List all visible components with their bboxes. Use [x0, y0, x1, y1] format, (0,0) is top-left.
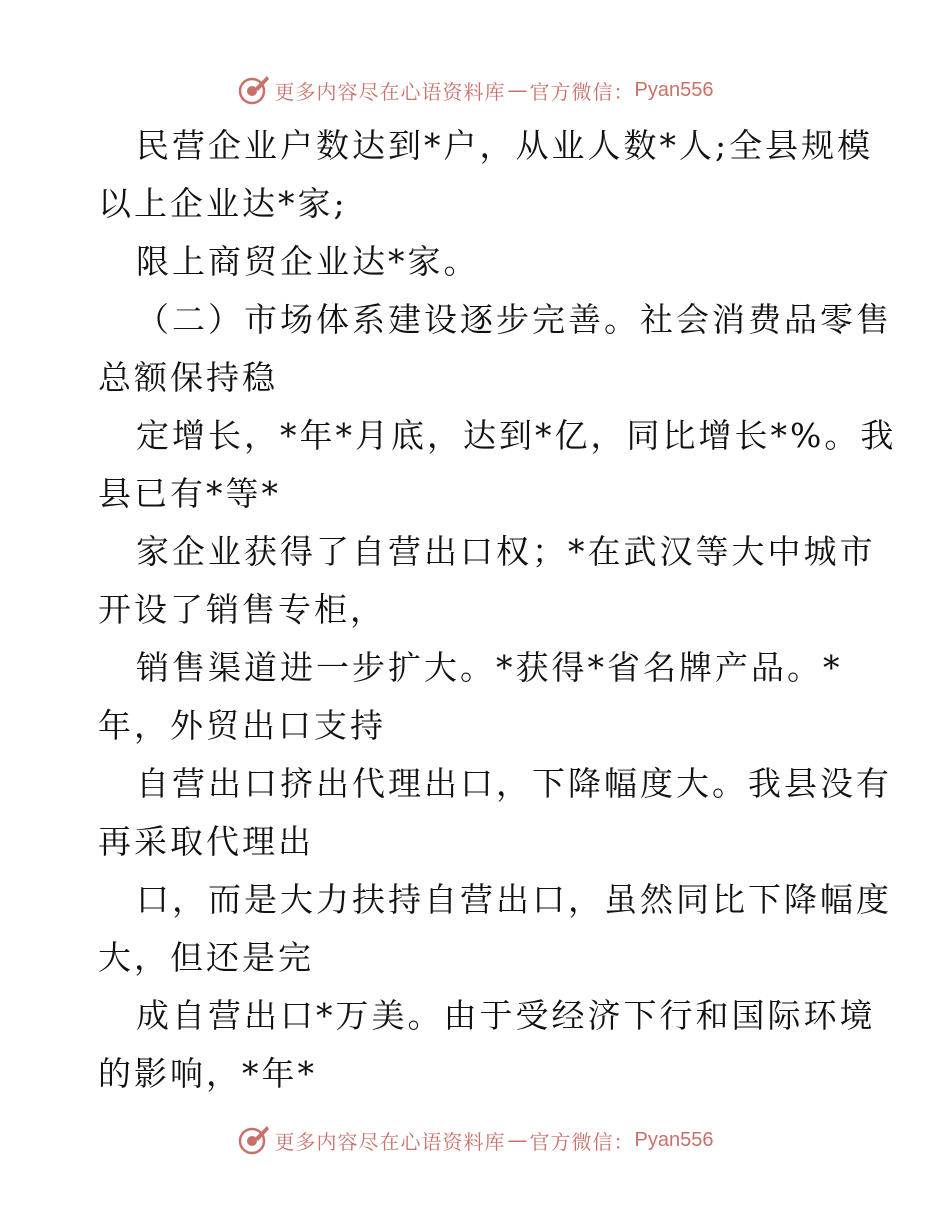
watermark-text: 更多内容尽在心语资料库 [274, 1129, 506, 1154]
text-line: 大，但还是完 [98, 938, 314, 977]
pen-logo-icon [237, 73, 271, 107]
watermark-wechat-label: 官方微信： [529, 79, 635, 104]
text-line: 家企业获得了自营出口权；*在武汉等大中城市 [136, 532, 876, 571]
text-line: 县已有*等* [98, 474, 281, 513]
text-line: 开设了销售专柜， [98, 590, 386, 629]
text-line: 的影响，*年* [98, 1054, 317, 1093]
footer-watermark [0, 1120, 950, 1160]
text-line: 定增长，*年*月底，达到*亿，同比增长*%。我 [136, 416, 897, 455]
text-line: 限上商贸企业达*家。 [136, 242, 480, 281]
text-line: 成自营出口*万美。由于受经济下行和国际环境 [136, 996, 876, 1035]
text-line: 口，而是大力扶持自营出口，虽然同比下降幅度 [136, 880, 892, 919]
text-line: 民营企业户数达到*户，从业人数*人;全县规模 [136, 126, 874, 165]
text-line: （二）市场体系建设逐步完善。社会消费品零售 [136, 300, 892, 339]
document-body [98, 117, 897, 1103]
pen-logo-icon [237, 1123, 271, 1157]
text-line: 总额保持稳 [98, 358, 278, 397]
header-watermark [0, 70, 950, 110]
watermark-separator: — [507, 78, 528, 102]
watermark-text: 更多内容尽在心语资料库 [274, 79, 506, 104]
watermark-wechat-label: 官方微信： [529, 1129, 635, 1154]
watermark-wechat-id: Pyan556 [634, 78, 714, 101]
watermark-wechat-id: Pyan556 [634, 1128, 714, 1151]
text-line: 自营出口挤出代理出口，下降幅度大。我县没有 [136, 764, 892, 803]
text-line: 年，外贸出口支持 [98, 706, 386, 745]
text-line: 以上企业达*家; [98, 184, 348, 223]
text-line: 销售渠道进一步扩大。*获得*省名牌产品。* [136, 648, 843, 687]
watermark-separator: — [507, 1128, 528, 1152]
text-line: 再采取代理出 [98, 822, 314, 861]
